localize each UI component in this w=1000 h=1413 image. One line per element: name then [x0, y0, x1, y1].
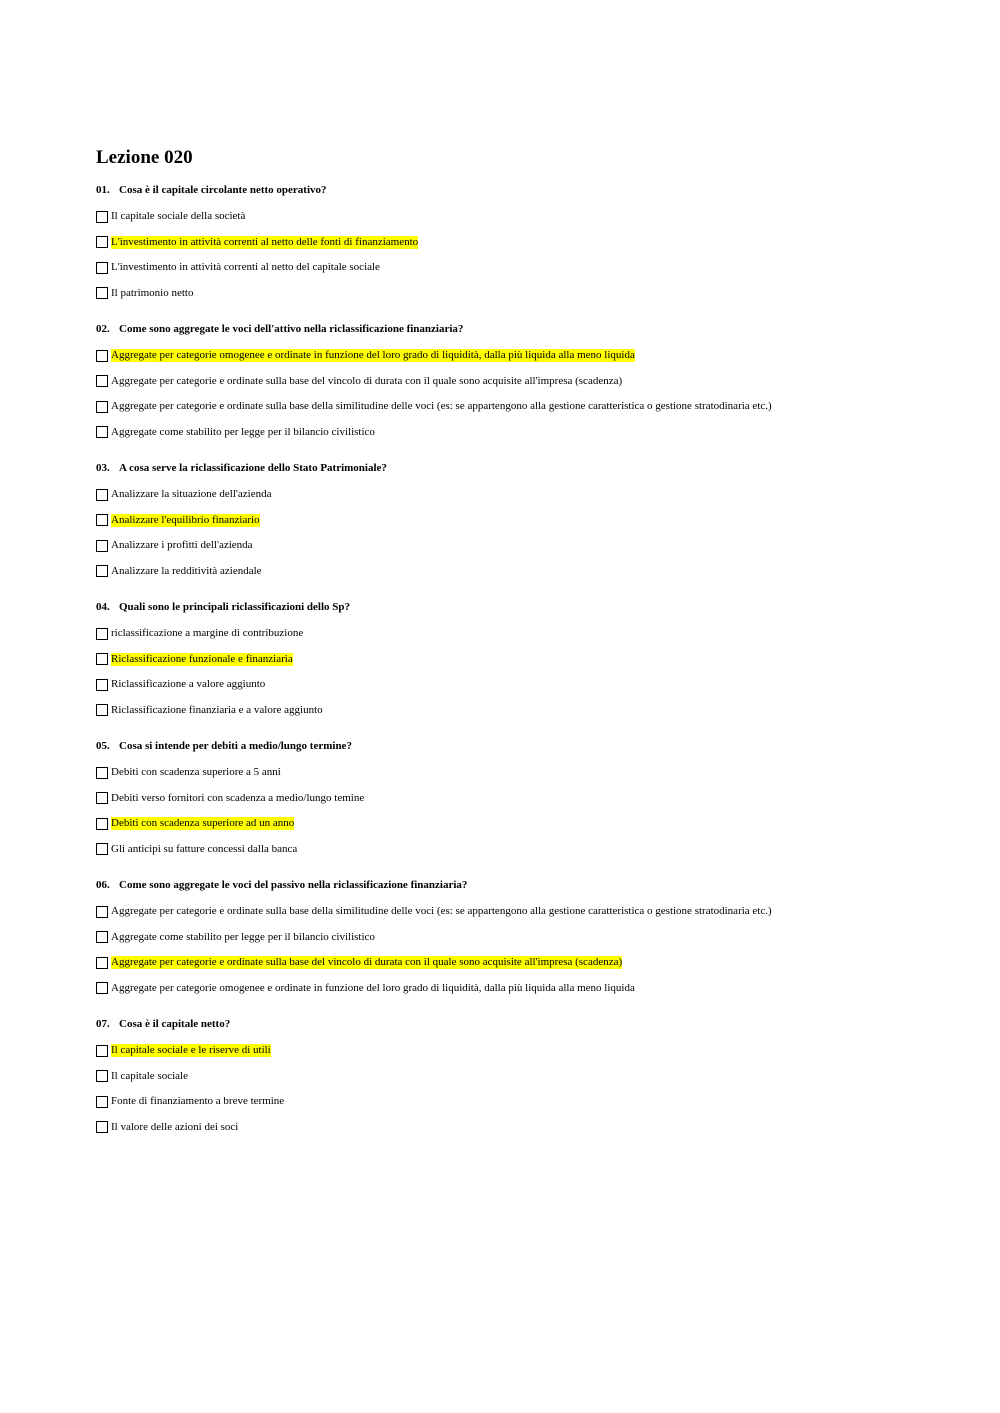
- question-block: [96, 460, 956, 584]
- answer-option[interactable]: [96, 281, 956, 307]
- answer-checkbox[interactable]: [96, 982, 108, 994]
- answer-checkbox[interactable]: [96, 262, 108, 274]
- answer-text-highlighted: Aggregate per categorie e ordinate sulla base del vincolo di durata con il quale sono acquisite all'impresa (scadenza): [111, 956, 623, 969]
- answer-option[interactable]: [96, 394, 956, 420]
- answer-text: Il valore delle azioni dei soci: [111, 1120, 239, 1133]
- answer-text: Aggregate come stabilito per legge per il bilancio civilistico: [111, 930, 375, 943]
- question-label: Quali sono le principali riclassificazioni dello Sp?: [119, 601, 351, 613]
- answer-option[interactable]: [96, 950, 956, 976]
- document-page: [96, 146, 956, 1140]
- question-label: A cosa serve la riclassificazione dello Stato Patrimoniale?: [119, 462, 387, 474]
- answer-option[interactable]: [96, 837, 956, 863]
- answer-checkbox[interactable]: [96, 350, 108, 362]
- answer-checkbox[interactable]: [96, 287, 108, 299]
- question-text: [96, 460, 956, 476]
- answer-text-highlighted: Il capitale sociale e le riserve di utili: [111, 1044, 271, 1057]
- answer-option[interactable]: [96, 672, 956, 698]
- question-block: [96, 1016, 956, 1140]
- answer-text: Il patrimonio netto: [111, 286, 194, 299]
- answer-checkbox[interactable]: [96, 906, 108, 918]
- question-number: 05.: [96, 740, 110, 752]
- question-list: [96, 182, 956, 1140]
- answer-checkbox[interactable]: [96, 401, 108, 413]
- answer-option[interactable]: [96, 1089, 956, 1115]
- answer-checkbox[interactable]: [96, 540, 108, 552]
- question-text: [96, 599, 956, 615]
- question-block: [96, 599, 956, 723]
- answer-text: Debiti con scadenza superiore a 5 anni: [111, 766, 281, 779]
- answer-option[interactable]: [96, 811, 956, 837]
- answer-checkbox[interactable]: [96, 565, 108, 577]
- answer-option[interactable]: [96, 482, 956, 508]
- answer-option[interactable]: [96, 533, 956, 559]
- question-text: [96, 877, 956, 893]
- answer-text: L'investimento in attività correnti al netto del capitale sociale: [111, 261, 380, 274]
- question-label: Come sono aggregate le voci dell'attivo nella riclassificazione finanziaria?: [119, 323, 464, 335]
- answer-text: riclassificazione a margine di contribuzione: [111, 627, 304, 640]
- question-block: [96, 321, 956, 445]
- answer-text: Aggregate come stabilito per legge per il bilancio civilistico: [111, 425, 375, 438]
- answer-option[interactable]: [96, 255, 956, 281]
- question-block: [96, 877, 956, 1001]
- answer-option[interactable]: [96, 230, 956, 256]
- answer-checkbox[interactable]: [96, 514, 108, 526]
- answer-option[interactable]: [96, 760, 956, 786]
- answer-option[interactable]: [96, 1064, 956, 1090]
- question-number: 07.: [96, 1018, 110, 1030]
- answer-checkbox[interactable]: [96, 236, 108, 248]
- answer-text-highlighted: Aggregate per categorie omogenee e ordinate in funzione del loro grado di liquidità, dalla più liquida alla meno liquida: [111, 349, 635, 362]
- answer-checkbox[interactable]: [96, 489, 108, 501]
- answer-option[interactable]: [96, 204, 956, 230]
- question-block: [96, 182, 956, 306]
- question-text: [96, 182, 956, 198]
- answer-option[interactable]: [96, 1115, 956, 1141]
- answer-text-highlighted: Analizzare l'equilibrio finanziario: [111, 513, 260, 526]
- question-text: [96, 738, 956, 754]
- answer-option[interactable]: [96, 343, 956, 369]
- answer-checkbox[interactable]: [96, 1121, 108, 1133]
- answer-option[interactable]: [96, 559, 956, 585]
- answer-checkbox[interactable]: [96, 628, 108, 640]
- question-text: [96, 1016, 956, 1032]
- answer-checkbox[interactable]: [96, 957, 108, 969]
- question-label: Cosa è il capitale netto?: [119, 1018, 231, 1030]
- answer-checkbox[interactable]: [96, 792, 108, 804]
- answer-text: Fonte di finanziamento a breve termine: [111, 1095, 285, 1108]
- answer-text: Aggregate per categorie omogenee e ordinate in funzione del loro grado di liquidità, dalla più liquida alla meno liquida: [111, 981, 635, 994]
- answer-text: Aggregate per categorie e ordinate sulla base del vincolo di durata con il quale sono acquisite all'impresa (scadenza): [111, 374, 623, 387]
- answer-checkbox[interactable]: [96, 843, 108, 855]
- question-block: [96, 738, 956, 862]
- answer-checkbox[interactable]: [96, 1070, 108, 1082]
- question-number: 03.: [96, 462, 110, 474]
- lesson-title: Lezione 020: [96, 147, 193, 168]
- answer-option[interactable]: [96, 925, 956, 951]
- answer-option[interactable]: [96, 508, 956, 534]
- answer-text: Gli anticipi su fatture concessi dalla banca: [111, 842, 298, 855]
- answer-text: Aggregate per categorie e ordinate sulla base della similitudine delle voci (es: se appartengono alla gestione caratteristica o gestione stratodinaria etc.): [111, 905, 772, 918]
- answer-checkbox[interactable]: [96, 679, 108, 691]
- answer-checkbox[interactable]: [96, 375, 108, 387]
- answer-checkbox[interactable]: [96, 767, 108, 779]
- question-label: Cosa è il capitale circolante netto operativo?: [119, 184, 327, 196]
- answer-option[interactable]: [96, 647, 956, 673]
- answer-text: Il capitale sociale: [111, 1069, 188, 1082]
- answer-option[interactable]: [96, 1038, 956, 1064]
- answer-option[interactable]: [96, 786, 956, 812]
- answer-option[interactable]: [96, 369, 956, 395]
- answer-text-highlighted: Riclassificazione funzionale e finanziaria: [111, 652, 293, 665]
- answer-checkbox[interactable]: [96, 931, 108, 943]
- answer-text-highlighted: L'investimento in attività correnti al netto delle fonti di finanziamento: [111, 235, 419, 248]
- question-number: 01.: [96, 184, 110, 196]
- answer-option[interactable]: [96, 420, 956, 446]
- question-number: 06.: [96, 879, 110, 891]
- answer-checkbox[interactable]: [96, 653, 108, 665]
- answer-checkbox[interactable]: [96, 426, 108, 438]
- answer-text: Riclassificazione finanziaria e a valore aggiunto: [111, 703, 323, 716]
- answer-option[interactable]: [96, 698, 956, 724]
- answer-checkbox[interactable]: [96, 704, 108, 716]
- answer-text: Analizzare la situazione dell'azienda: [111, 488, 272, 501]
- answer-text: Aggregate per categorie e ordinate sulla base della similitudine delle voci (es: se appartengono alla gestione caratteristica o gestione stratodinaria etc.): [111, 400, 772, 413]
- answer-text: Analizzare la redditività aziendale: [111, 564, 262, 577]
- answer-checkbox[interactable]: [96, 1045, 108, 1057]
- question-label: Cosa si intende per debiti a medio/lungo termine?: [119, 740, 352, 752]
- answer-text: Il capitale sociale della società: [111, 210, 246, 223]
- answer-checkbox[interactable]: [96, 1096, 108, 1108]
- answer-option[interactable]: [96, 976, 956, 1002]
- answer-text: Riclassificazione a valore aggiunto: [111, 678, 266, 691]
- answer-option[interactable]: [96, 621, 956, 647]
- question-number: 02.: [96, 323, 110, 335]
- answer-option[interactable]: [96, 899, 956, 925]
- answer-checkbox[interactable]: [96, 818, 108, 830]
- question-text: [96, 321, 956, 337]
- question-number: 04.: [96, 601, 110, 613]
- question-label: Come sono aggregate le voci del passivo nella riclassificazione finanziaria?: [119, 879, 468, 891]
- answer-text: Debiti verso fornitori con scadenza a medio/lungo temine: [111, 791, 365, 804]
- answer-checkbox[interactable]: [96, 211, 108, 223]
- answer-text-highlighted: Debiti con scadenza superiore ad un anno: [111, 817, 295, 830]
- answer-text: Analizzare i profitti dell'azienda: [111, 539, 253, 552]
